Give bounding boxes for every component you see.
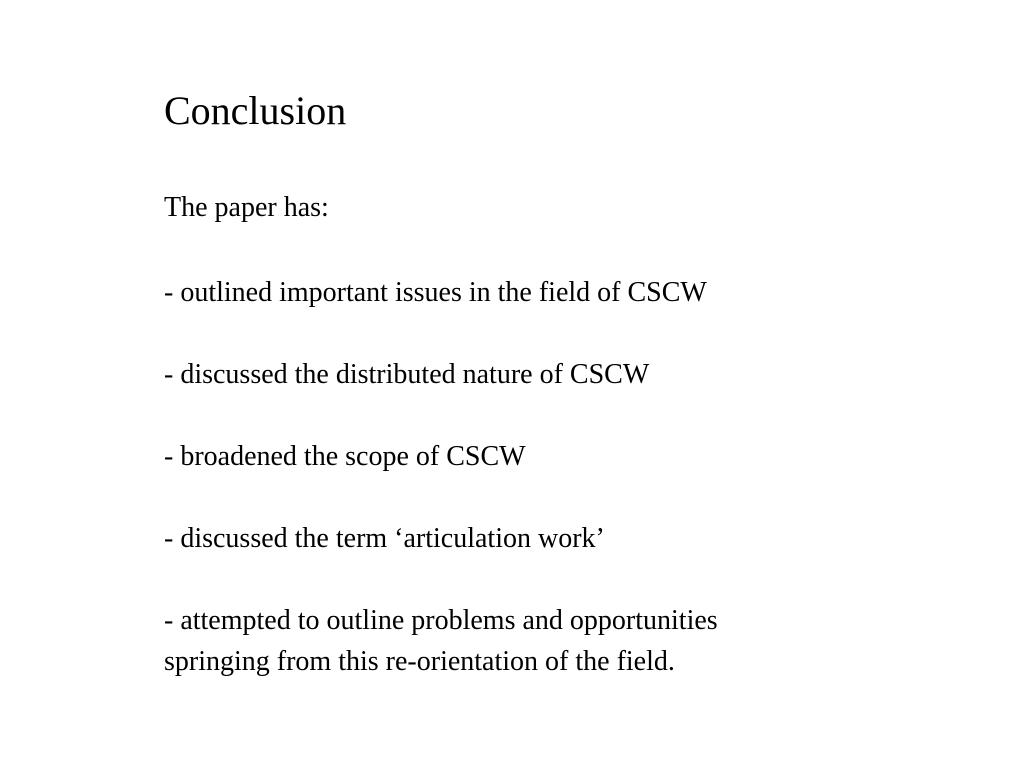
conclusion-list [164,272,718,682]
intro-text: The paper has: [164,192,329,223]
list-item: - broadened the scope of CSCW [164,441,526,472]
list-item-line: - attempted to outline problems and opportunities [164,605,718,636]
slide-title: Conclusion [164,88,347,133]
list-item: - discussed the distributed nature of CSCW [164,359,650,390]
list-item: - outlined important issues in the field of CSCW [164,277,707,308]
list-item: - discussed the term ‘articulation work’ [164,523,605,554]
list-item [164,600,718,682]
list-item-line: springing from this re-orientation of the field. [164,646,675,677]
